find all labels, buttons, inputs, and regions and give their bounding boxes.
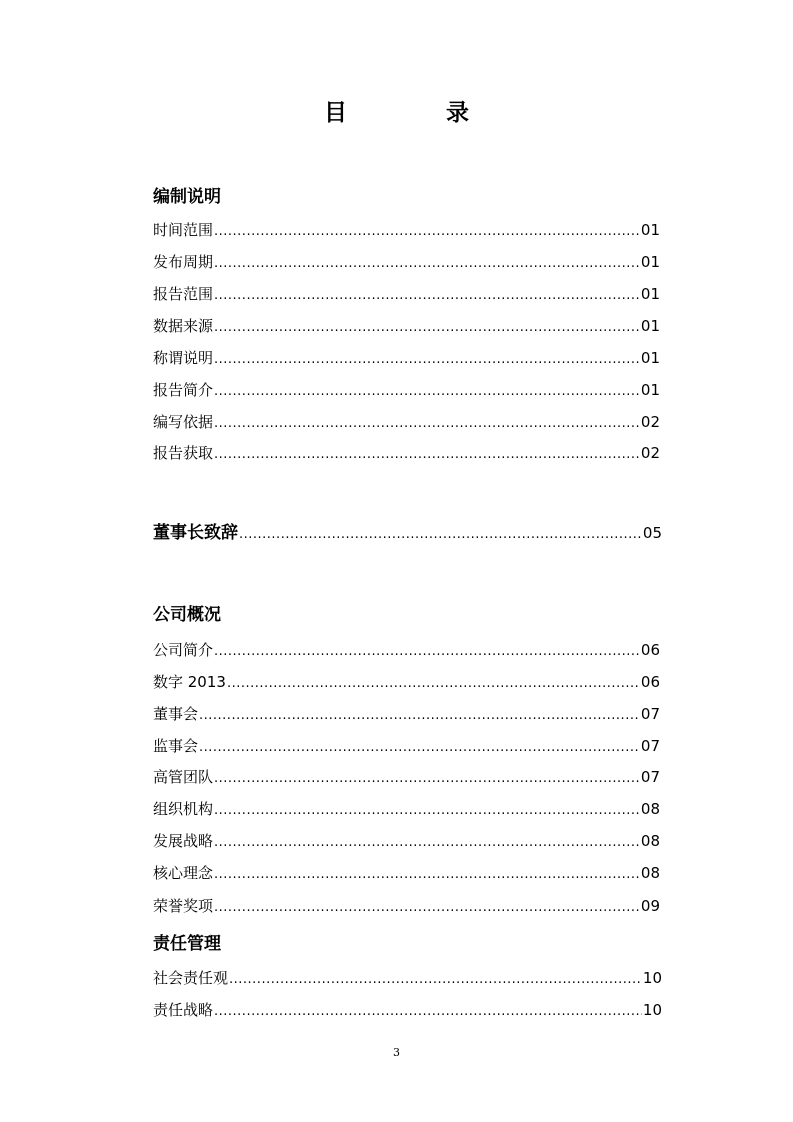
toc-entry-label: 核心理念	[153, 864, 214, 882]
toc-leader-dots	[214, 381, 640, 403]
toc-leader-dots	[214, 317, 640, 339]
toc-entry-page: 01	[640, 285, 660, 303]
toc-entry[interactable]	[153, 999, 662, 1021]
toc-entry-page: 08	[640, 800, 660, 818]
toc-leader-dots	[199, 737, 640, 759]
toc-leader-dots	[214, 832, 640, 854]
toc-entry-page: 01	[640, 349, 660, 367]
toc-entry-page: 06	[640, 641, 660, 659]
toc-entry[interactable]	[153, 798, 660, 820]
toc-leader-dots	[214, 444, 640, 466]
toc-entry[interactable]	[153, 347, 660, 369]
toc-entry[interactable]	[153, 766, 660, 788]
toc-entry[interactable]	[153, 219, 660, 241]
toc-entry-label: 公司简介	[153, 641, 214, 659]
section-heading-company: 公司概况	[153, 605, 221, 625]
page-number: 3	[393, 1046, 400, 1059]
toc-leader-dots	[214, 1001, 642, 1023]
toc-entry-page: 02	[640, 413, 660, 431]
toc-entry[interactable]	[153, 967, 662, 989]
toc-leader-dots	[214, 800, 640, 822]
toc-leader-dots	[214, 253, 640, 275]
toc-entry[interactable]	[153, 671, 660, 693]
toc-entry-label: 时间范围	[153, 221, 214, 239]
toc-entry-page: 10	[642, 969, 662, 987]
toc-entry[interactable]	[153, 895, 660, 917]
toc-entry[interactable]	[153, 411, 660, 433]
toc-entry-label: 数据来源	[153, 317, 214, 335]
toc-entry-page: 08	[640, 832, 660, 850]
toc-entry-page: 10	[642, 1001, 662, 1019]
toc-entry[interactable]	[153, 251, 660, 273]
toc-leader-dots	[214, 641, 640, 663]
toc-entry-label: 董事会	[153, 705, 199, 723]
toc-entry[interactable]	[153, 283, 660, 305]
toc-entry-label: 发布周期	[153, 253, 214, 271]
toc-entry-page: 07	[640, 737, 660, 755]
toc-leader-dots	[214, 221, 640, 243]
toc-leader-dots	[227, 673, 640, 695]
toc-entry-page: 07	[640, 705, 660, 723]
toc-entry[interactable]	[153, 315, 660, 337]
toc-entry-page: 02	[640, 444, 660, 462]
toc-entry-label: 社会责任观	[153, 969, 229, 987]
toc-entry-label: 高管团队	[153, 768, 214, 786]
toc-leader-dots	[214, 897, 640, 919]
toc-entry[interactable]	[153, 379, 660, 401]
toc-entry[interactable]	[153, 830, 660, 852]
page-title: 目 录	[324, 100, 507, 126]
toc-entry-label: 董事长致辞	[153, 523, 238, 543]
toc-entry-page: 06	[640, 673, 660, 691]
toc-entry-chairman-address[interactable]	[153, 522, 662, 544]
toc-entry-label: 数字 2013	[153, 673, 226, 691]
toc-entry-label: 监事会	[153, 737, 199, 755]
toc-entry-label: 荣誉奖项	[153, 897, 214, 915]
toc-entry-page: 09	[640, 897, 660, 915]
toc-entry-page: 01	[640, 221, 660, 239]
toc-entry-label: 报告简介	[153, 381, 214, 399]
toc-entry[interactable]	[153, 862, 660, 884]
toc-leader-dots	[214, 864, 640, 886]
section-heading-editorial: 编制说明	[153, 187, 221, 207]
section-heading-responsibility: 责任管理	[153, 934, 221, 954]
toc-entry-page: 05	[642, 524, 662, 542]
toc-entry-label: 编写依据	[153, 413, 214, 431]
toc-entry[interactable]	[153, 639, 660, 661]
toc-entry-label: 报告范围	[153, 285, 214, 303]
toc-entry-page: 01	[640, 253, 660, 271]
toc-entry-label: 报告获取	[153, 444, 214, 462]
toc-entry-page: 07	[640, 768, 660, 786]
toc-entry[interactable]	[153, 735, 660, 757]
toc-entry[interactable]	[153, 703, 660, 725]
toc-leader-dots	[214, 768, 640, 790]
toc-leader-dots	[199, 705, 640, 727]
toc-entry-label: 组织机构	[153, 800, 214, 818]
toc-entry-label: 称谓说明	[153, 349, 214, 367]
toc-leader-dots	[214, 349, 640, 371]
toc-leader-dots	[229, 969, 642, 991]
toc-entry-label: 责任战略	[153, 1001, 214, 1019]
toc-entry-label: 发展战略	[153, 832, 214, 850]
toc-leader-dots	[214, 413, 640, 435]
toc-entry[interactable]	[153, 442, 660, 464]
toc-entry-page: 01	[640, 381, 660, 399]
toc-leader-dots	[214, 285, 640, 307]
toc-entry-page: 08	[640, 864, 660, 882]
toc-leader-dots	[239, 524, 642, 546]
toc-entry-page: 01	[640, 317, 660, 335]
